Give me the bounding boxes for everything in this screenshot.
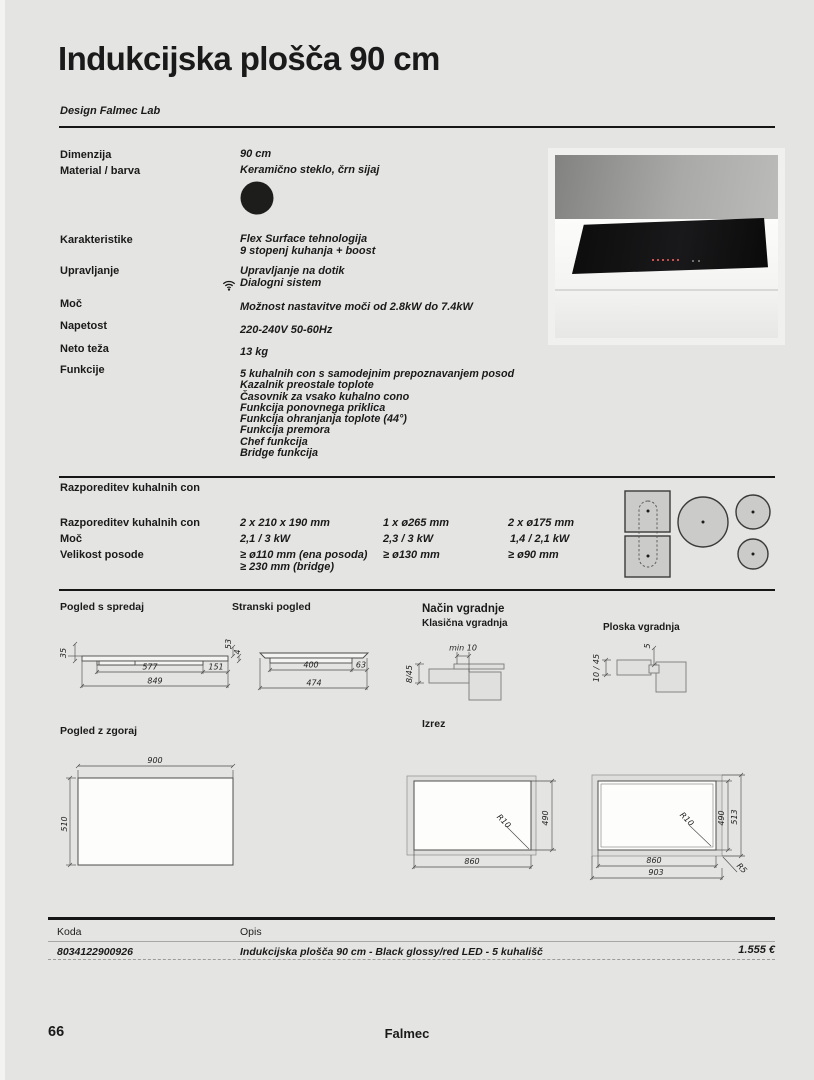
dim-label: 4 xyxy=(233,649,242,655)
spec-line: 9 stopenj kuhanja + boost xyxy=(240,244,376,257)
zone-col2-pot-1: ≥ ø130 mm xyxy=(383,549,440,561)
dim-label: 400 xyxy=(303,660,319,670)
top-view-title: Pogled z zgoraj xyxy=(60,725,138,737)
dim-label: R10 xyxy=(495,812,513,830)
wifi-icon xyxy=(222,279,236,291)
dim-label: 860 xyxy=(464,857,480,866)
zones-row-label-power: Moč xyxy=(60,533,82,545)
price-table-header-koda: Koda xyxy=(57,926,82,938)
photo-wall xyxy=(555,155,778,219)
funkcije-item: Bridge funkcija xyxy=(240,446,318,459)
color-swatch xyxy=(240,181,274,215)
dim-label: 10 / 45 xyxy=(592,653,601,683)
dim-label: 490 xyxy=(717,810,726,826)
spec-value-upravljanje-1: Upravljanje na dotik xyxy=(240,265,345,277)
page-left-edge xyxy=(0,0,5,1080)
spec-label-upravljanje: Upravljanje xyxy=(60,265,120,277)
zone-col3-power: 1,4 / 2,1 kW xyxy=(510,533,570,545)
funkcije-item: Funkcija ponovnega priklica xyxy=(240,401,386,414)
funkcije-item: Funkcija ohranjanja toplote (44°) xyxy=(240,413,407,425)
price-table-top-rule xyxy=(48,917,775,920)
side-view-drawing xyxy=(248,648,380,696)
zones-section-title: Razporeditev kuhalnih con xyxy=(60,482,200,494)
dim-label: 53 xyxy=(224,638,233,650)
front-view-title: Pogled s spredaj xyxy=(60,601,145,613)
product-photo xyxy=(548,148,785,345)
zones-row-label-layout: Razporeditev kuhalnih con xyxy=(60,517,200,529)
dim-label: 474 xyxy=(306,678,322,688)
dim-label: 513 xyxy=(730,809,739,825)
photo-induction-hob xyxy=(572,218,768,274)
dim-label: R10 xyxy=(678,810,696,828)
product-price: 1.555 € xyxy=(738,944,775,956)
zone-col1-pot-1: ≥ ø110 mm (ena posoda) xyxy=(240,549,368,561)
dim-label: 5 xyxy=(643,643,652,649)
price-table-header-rule xyxy=(48,941,775,942)
dim-label: 8/45 xyxy=(405,665,414,683)
spec-label-neto-teza: Neto teža xyxy=(60,343,109,355)
dim-label: 490 xyxy=(541,810,550,826)
spec-line: Flex Surface tehnologija xyxy=(240,233,368,245)
dim-label: 900 xyxy=(147,756,163,765)
install-classic-title: Klasična vgradnja xyxy=(422,618,508,629)
funkcije-item: Chef funkcija xyxy=(240,435,308,448)
spec-label-material: Material / barva xyxy=(60,165,141,177)
dim-label: 63 xyxy=(355,660,367,670)
cutout-classic-drawing xyxy=(402,770,570,880)
funkcije-item: 5 kuhalnih con s samodejnim prepoznavanjem posod xyxy=(240,368,515,380)
install-flush-drawing xyxy=(592,638,700,706)
install-flush-title: Ploska vgradnja xyxy=(603,622,680,633)
dim-label: 151 xyxy=(208,662,224,672)
zone-col1-power: 2,1 / 3 kW xyxy=(240,533,291,545)
price-table-bottom-rule xyxy=(48,959,775,960)
zones-divider-top xyxy=(59,476,775,478)
funkcije-item: Časovnik za vsako kuhalno cono xyxy=(240,390,410,403)
product-code: 8034122900926 xyxy=(57,946,133,958)
funkcije-item: Kazalnik preostale toplote xyxy=(240,379,374,392)
page-title: Indukcijska plošča 90 cm xyxy=(58,40,440,77)
spec-value-funkcije xyxy=(240,369,514,459)
price-table-header-opis: Opis xyxy=(240,926,262,938)
zones-divider-bottom xyxy=(59,589,775,591)
top-view-drawing xyxy=(58,748,306,870)
zone-col3-layout: 2 x ø175 mm xyxy=(508,517,575,529)
header-divider xyxy=(59,126,775,128)
install-classic-drawing xyxy=(407,644,525,706)
spec-value-karakteristike xyxy=(240,234,375,257)
zone-col2-layout: 1 x ø265 mm xyxy=(383,517,450,529)
spec-value-neto-teza: 13 kg xyxy=(240,346,269,358)
product-description: Indukcijska plošča 90 cm - Black glossy/red LED - 5 kuhališč xyxy=(240,946,543,958)
dim-label: 903 xyxy=(648,868,664,877)
design-credit: Design Falmec Lab xyxy=(60,105,161,117)
zone-col2-power: 2,3 / 3 kW xyxy=(383,533,434,545)
cooking-zones-diagram xyxy=(618,485,781,582)
footer-brand: Falmec xyxy=(384,1026,430,1041)
dim-label: 860 xyxy=(646,856,662,865)
cutout-title: Izrez xyxy=(422,718,446,730)
spec-value-material: Keramično steklo, črn sijaj xyxy=(240,164,380,176)
spec-label-napetost: Napetost xyxy=(60,320,108,332)
dim-label: 35 xyxy=(59,647,68,659)
cutout-flush-drawing xyxy=(588,766,774,904)
photo-counter-edge xyxy=(555,289,778,291)
footer-page-number: 66 xyxy=(48,1024,65,1040)
zone-col3-pot-1: ≥ ø90 mm xyxy=(508,549,559,561)
spec-value-moc: Možnost nastavitve moči od 2.8kW do 7.4kW xyxy=(240,301,473,313)
spec-label-moc: Moč xyxy=(60,298,82,310)
install-section-title: Način vgradnje xyxy=(422,603,505,615)
side-view-title: Stranski pogled xyxy=(232,601,311,613)
dim-label: min 10 xyxy=(449,643,477,653)
dim-label: 849 xyxy=(147,676,163,686)
dim-label: 510 xyxy=(60,816,69,832)
spec-label-dimenzija: Dimenzija xyxy=(60,149,112,161)
dim-label: 577 xyxy=(142,662,158,672)
spec-label-funkcije: Funkcije xyxy=(60,364,105,376)
spec-value-napetost: 220-240V 50-60Hz xyxy=(240,324,333,336)
zone-col1-pot-2: ≥ 230 mm (bridge) xyxy=(240,561,335,573)
spec-label-karakteristike: Karakteristike xyxy=(60,234,133,246)
zones-row-label-pot-size: Velikost posode xyxy=(60,549,144,561)
front-view-drawing xyxy=(55,636,245,700)
dim-label: R5 xyxy=(734,861,749,876)
spec-value-dimenzija: 90 cm xyxy=(240,148,272,160)
funkcije-item: Funkcija premora xyxy=(240,424,331,437)
zone-col1-layout: 2 x 210 x 190 mm xyxy=(240,517,330,529)
spec-value-upravljanje-2: Dialogni sistem xyxy=(240,277,322,289)
photo-led-dots xyxy=(652,259,654,261)
